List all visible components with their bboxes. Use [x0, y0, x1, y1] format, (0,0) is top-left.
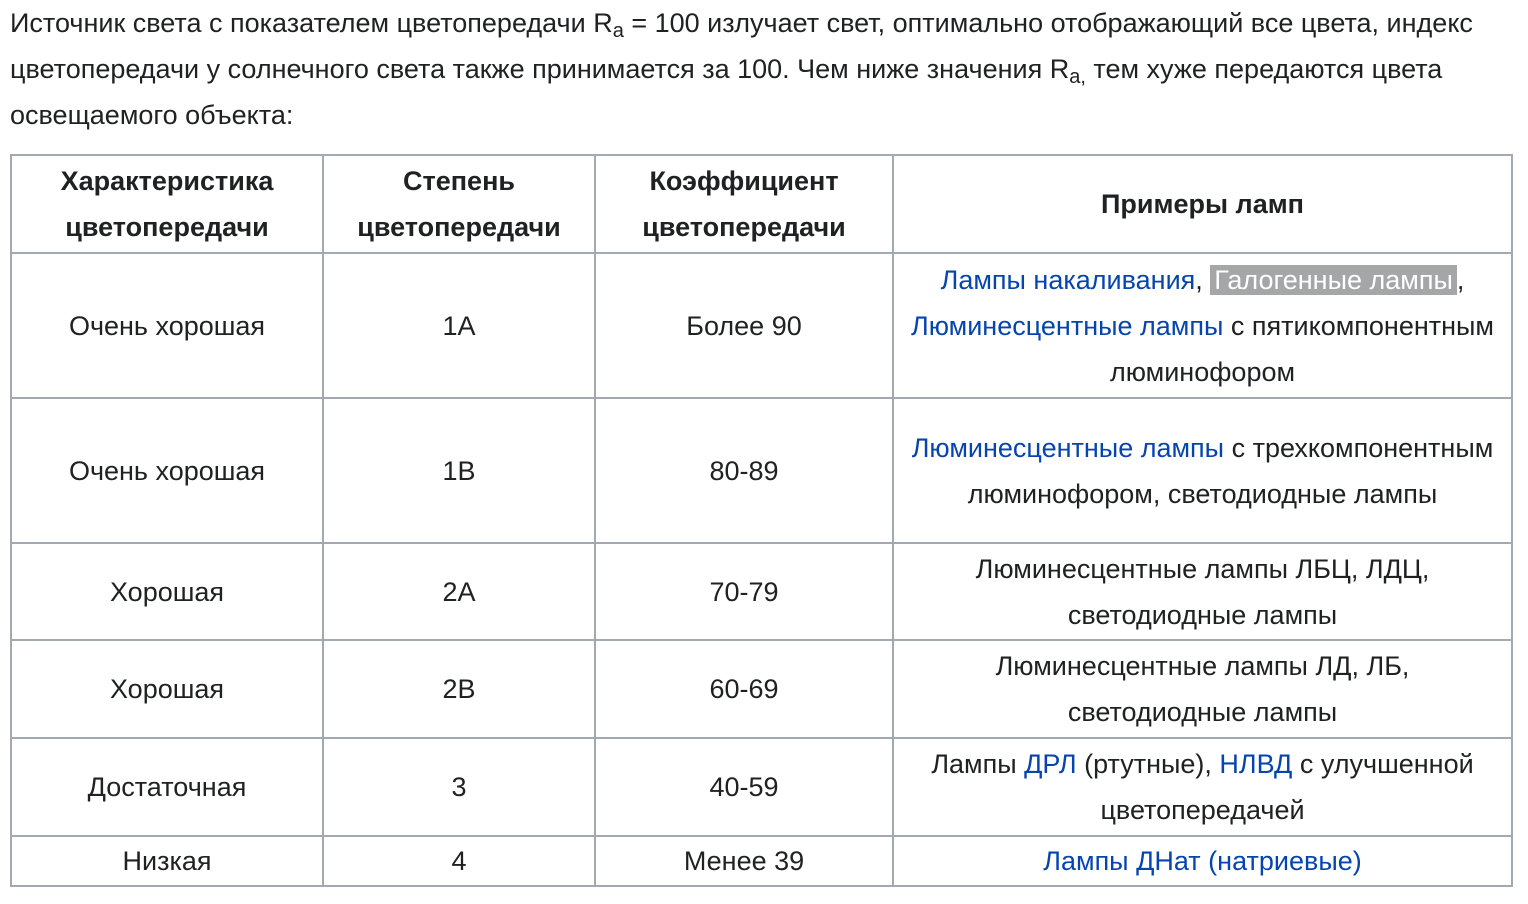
cell-examples: [893, 253, 1512, 398]
table-row: [11, 253, 1512, 398]
cell-degree: 4: [323, 836, 595, 886]
table-row: [11, 640, 1512, 738]
cell-coefficient: Менее 39: [595, 836, 893, 886]
header-degree: Степень цветопередачи: [323, 155, 595, 253]
cell-degree: 3: [323, 738, 595, 836]
intro-paragraph: [10, 0, 1510, 138]
cell-examples: Люминесцентные лампы ЛД, ЛБ, светодиодные лампы: [893, 640, 1512, 738]
cell-degree: 2A: [323, 543, 595, 640]
link-incandescent-lamps[interactable]: Лампы накаливания: [940, 264, 1196, 295]
cell-coefficient: Более 90: [595, 253, 893, 398]
cell-characteristic: Очень хорошая: [11, 398, 323, 543]
intro-subscript-1: a: [612, 20, 624, 42]
link-fluorescent-lamps[interactable]: Люминесцентные лампы: [911, 310, 1224, 341]
table-row: [11, 738, 1512, 836]
cell-examples: [893, 398, 1512, 543]
color-rendering-table: [10, 154, 1513, 887]
intro-text-2: = 100 излучает свет, оптимально отображающий все цвета, индекс цветопередачи у солнечного света также принимается за 100. Чем ниже значения R: [10, 8, 1473, 84]
table-row: [11, 543, 1512, 640]
examples-text: с улучшенной цветопередачей: [1100, 749, 1474, 825]
header-coefficient: Коэффициент цветопередачи: [595, 155, 893, 253]
table-row: [11, 398, 1512, 543]
examples-text: с пятикомпонентным люминофором: [1109, 310, 1494, 387]
cell-characteristic: Хорошая: [11, 640, 323, 738]
examples-text: ,: [1195, 264, 1211, 295]
cell-characteristic: Достаточная: [11, 738, 323, 836]
examples-text: Лампы: [931, 749, 1025, 779]
cell-degree: 1B: [323, 398, 595, 543]
cell-degree: 2B: [323, 640, 595, 738]
table-header-row: [11, 155, 1512, 253]
link-nlvd-lamps[interactable]: НЛВД: [1219, 749, 1293, 779]
cell-coefficient: 70-79: [595, 543, 893, 640]
cell-examples: [893, 738, 1512, 836]
intro-subscript-2: a,: [1069, 66, 1086, 88]
cell-degree: 1A: [323, 253, 595, 398]
selected-text-halogen-lamps[interactable]: Галогенные лампы: [1210, 265, 1457, 295]
table-row: [11, 836, 1512, 886]
cell-examples: Люминесцентные лампы ЛБЦ, ЛДЦ, светодиодные лампы: [893, 543, 1512, 640]
cell-coefficient: 40-59: [595, 738, 893, 836]
link-drl-lamps[interactable]: ДРЛ: [1024, 749, 1077, 779]
cell-coefficient: 80-89: [595, 398, 893, 543]
examples-text: (ртутные),: [1076, 749, 1220, 779]
header-characteristic: Характеристика цветопередачи: [11, 155, 323, 253]
cell-characteristic: Низкая: [11, 836, 323, 886]
link-dnat-lamps[interactable]: Лампы ДНат (натриевые): [1043, 846, 1362, 876]
intro-text-3: тем хуже передаются цвета освещаемого объекта:: [10, 54, 1443, 130]
cell-characteristic: Очень хорошая: [11, 253, 323, 398]
examples-text: ,: [1456, 264, 1465, 295]
link-fluorescent-lamps[interactable]: Люминесцентные лампы: [911, 432, 1225, 463]
examples-text: с трехкомпонентным люминофором, светодиодные лампы: [967, 432, 1494, 509]
header-examples: Примеры ламп: [893, 155, 1512, 253]
cell-characteristic: Хорошая: [11, 543, 323, 640]
cell-coefficient: 60-69: [595, 640, 893, 738]
cell-examples: [893, 836, 1512, 886]
intro-text-1: Источник света с показателем цветопередачи R: [10, 8, 613, 38]
